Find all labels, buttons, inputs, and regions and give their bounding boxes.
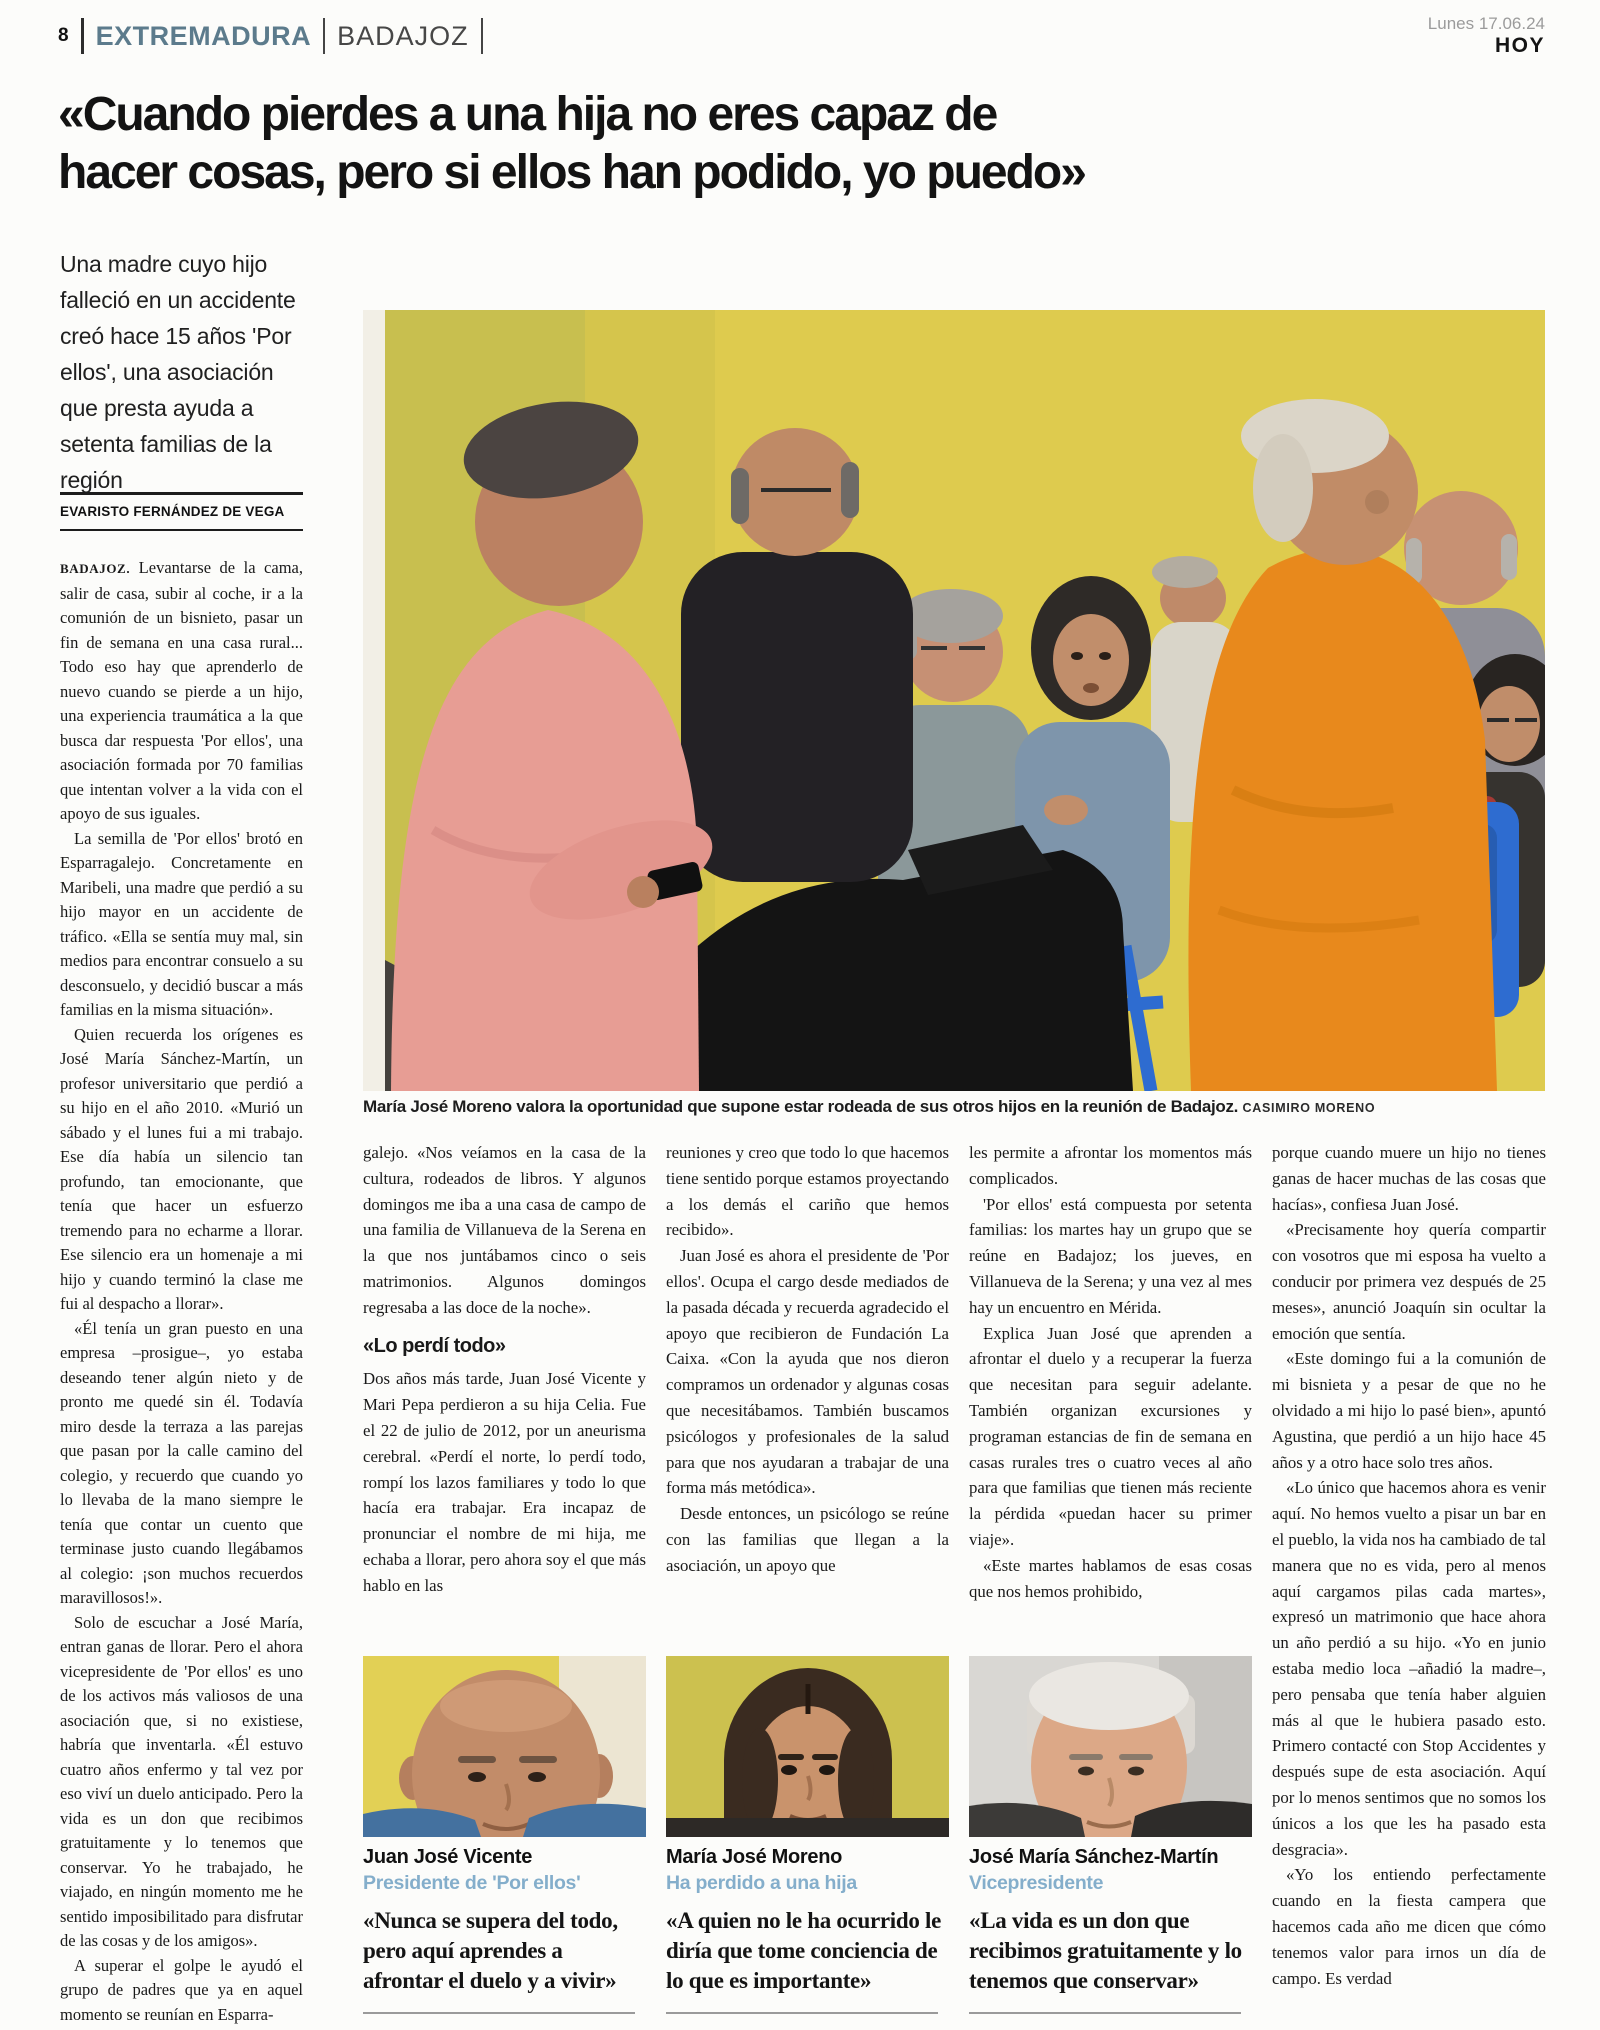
profile-name: José María Sánchez-Martín <box>969 1846 1219 1868</box>
photo-credit: CASIMIRO MORENO <box>1242 1101 1376 1115</box>
profile-divider <box>666 2012 938 2014</box>
body-paragraph: «Lo único que hacemos ahora es venir aquí. No hemos vuelto a pisar un bar en el pueblo, la vida nos ha cambiado de tal manera que no es vida, pero al menos aquí cargamos pilas cada martes», expresó un matrimonio que hace ahora un año perdió a su hijo. «Yo en junio estaba medio loca –añadió la madre–, pero pensaba que tenía haber alguien más al que le hubiera pasado esto. Primero contacté con Stop Accidentes y después supe de esta asociación. Aquí por lo menos sentimos que no somos los únicos a los que les ha pasado esta desgracia». <box>1272 1478 1546 1859</box>
photo-caption-row <box>363 1097 1545 1117</box>
profile-quote: «La vida es un don que recibimos gratuitamente y lo tenemos que conservar» <box>969 1908 1242 1993</box>
body-column-5 <box>1272 1140 1546 1991</box>
profile-role: Presidente de 'Por ellos' <box>363 1872 581 1894</box>
portrait-juan-jose-vicente <box>363 1656 646 1837</box>
main-photo <box>363 310 1545 1091</box>
profile-role: Ha perdido a una hija <box>666 1872 857 1894</box>
profile-name: Juan José Vicente <box>363 1846 533 1868</box>
body-paragraph: «Él tenía un gran puesto en una empresa –prosigue–, yo estaba deseando tener algún nieto y de pronto me quedé sin él. Todavía miro desde la terraza a las parejas que pasan por la calle camino del colegio, y recuerdo que cuando yo lo llevaba de la mano siempre le tenía que contar un cuento que terminase justo cuando llegábamos al colegio: ¡son muchos recuerdos maravillosos!». <box>60 1318 303 1607</box>
headline-line: «Cuando pierdes a una hija no eres capaz de <box>58 88 997 141</box>
standfirst: Una madre cuyo hijo falleció en un accidente creó hace 15 años 'Por ellos', una asociación que presta ayuda a setenta familias de la región <box>60 251 296 493</box>
profile-divider <box>363 2012 635 2014</box>
profile-card-maria-jose-moreno <box>666 1656 949 2014</box>
body-paragraph: Desde entonces, un psicólogo se reúne con las familias que llegan a la asociación, un apoyo que <box>666 1504 949 1575</box>
body-paragraph: «Este martes hablamos de esas cosas que nos hemos prohibido, <box>969 1555 1252 1601</box>
byline: EVARISTO FERNÁNDEZ DE VEGA <box>60 504 285 519</box>
byline-block <box>60 492 303 531</box>
body-paragraph: «Yo los entiendo perfectamente cuando en la fiesta campera que hacemos cada año me dicen que cómo tenemos valor para irnos un día de campo. Es verdad <box>1272 1865 1546 1988</box>
body-paragraph: A superar el golpe le ayudó el grupo de padres que ya en aquel momento se reunían en Esparra- <box>60 1955 303 2024</box>
portrait-jose-maria-sanchez-martin <box>969 1656 1252 1837</box>
body-paragraph: La semilla de 'Por ellos' brotó en Esparragalejo. Concretamente en Maribeli, una madre que perdió a su hijo mayor en un accidente de tráfico. «Ella se sentía muy mal, sin medios para encontrar consuelo a su desconsuelo, y decidió buscar a más familias en la misma situación». <box>60 828 303 1019</box>
article-headline <box>58 86 1578 202</box>
section-label: EXTREMADURA <box>95 20 312 51</box>
body-paragraph: Juan José es ahora el presidente de 'Por ellos'. Ocupa el cargo desde mediados de la pasada década y recuerda agradecido el apoyo que recibieron de Fundación La Caixa. «Con la ayuda que nos dieron compramos un ordenador y algunas cosas que necesitábamos. También buscamos psicólogos y profesionales de la salud para que nos ayudaran a trabajar de una forma más metódica». <box>666 1246 949 1498</box>
dateline: BADAJOZ. <box>60 561 131 576</box>
header-divider <box>323 18 325 54</box>
body-column-1 <box>60 556 303 2027</box>
body-paragraph: Dos años más tarde, Juan José Vicente y Mari Pepa perdieron a su hija Celia. Fue el 22 de julio de 2012, por un aneurisma cerebral. «Perdí el norte, lo perdí todo, rompí los lazos familiares y todo lo que hacía era trabajar. Era incapaz de pronunciar el nombre de mi hija, me echaba a llorar, pero ahora soy el que más hablo en las <box>363 1369 646 1595</box>
edition-date: Lunes 17.06.24 <box>1427 14 1545 33</box>
body-paragraph <box>60 556 303 827</box>
subhead: «Lo perdí todo» <box>363 1334 506 1357</box>
profile-card-jose-maria-sanchez-martin <box>969 1656 1252 2014</box>
profile-name: María José Moreno <box>666 1846 843 1868</box>
header-divider <box>481 18 483 54</box>
body-column-4 <box>969 1140 1252 1604</box>
photo-caption: María José Moreno valora la oportunidad que supone estar rodeada de sus otros hijos en la reunión de Badajoz. <box>363 1097 1239 1116</box>
body-paragraph: galejo. «Nos veíamos en la casa de la cultura, rodeados de libros. Y algunos domingos me iba a una casa de campo de una familia de Villanueva de la Serena en la que nos juntábamos cinco o seis matrimonios. Algunos domingos regresaba a las doce de la noche». <box>363 1143 646 1317</box>
body-paragraph: les permite a afrontar los momentos más complicados. <box>969 1143 1252 1188</box>
page-header <box>58 16 483 56</box>
body-column-3 <box>666 1140 949 1579</box>
masthead <box>1428 14 1545 58</box>
body-paragraph: 'Por ellos' está compuesta por setenta familias: los martes hay un grupo que se reúne en Badajoz; los jueves, en Villanueva de la Serena; y una vez al mes hay un encuentro en Mérida. <box>969 1194 1252 1317</box>
subsection-label: BADAJOZ <box>337 20 469 51</box>
body-paragraph: «Este domingo fui a la comunión de mi bisnieta y a pesar de que no he olvidado a mi hijo lo pasé bien», apuntó Agustina, que perdió a un hijo hace 45 años y a otro hace solo tres años. <box>1272 1349 1546 1472</box>
header-divider <box>81 18 84 54</box>
body-column-2 <box>363 1140 646 1599</box>
body-paragraph: porque cuando muere un hijo no tienes ganas de hacer muchas de las cosas que hacías», confiesa Juan José. <box>1272 1143 1546 1214</box>
newspaper-logo: HOY <box>1494 33 1545 57</box>
profile-quote: «A quien no le ha ocurrido le diría que tome conciencia de lo que es importante» <box>666 1908 941 1993</box>
body-paragraph: «Precisamente hoy quería compartir con vosotros que mi esposa ha vuelto a conducir por primera vez después de 25 meses», anunció Joaquín sin ocultar la emoción que sentía. <box>1272 1220 1546 1343</box>
profile-quote: «Nunca se supera del todo, pero aquí aprendes a afrontar el duelo y a vivir» <box>363 1908 618 1993</box>
body-paragraph: reuniones y creo que todo lo que hacemos tiene sentido porque estamos proyectando a los demás el cariño que hemos recibido». <box>666 1143 949 1240</box>
profile-card-juan-jose-vicente <box>363 1656 646 2014</box>
paragraph-text: Levantarse de la cama, salir de casa, subir al coche, ir a la comunión de un bisnieto, pasar un fin de semana en una casa rural... Todo eso hay que aprenderlo de nuevo cuando se pierde a un hijo, una experiencia traumática a la que busca dar respuesta 'Por ellos', una asociación formada por 70 familias que intentan volver a la vida con el apoyo de sus iguales. <box>60 558 303 823</box>
body-paragraph: Explica Juan José que aprenden a afrontar el duelo y a recuperar la fuerza que necesitan para seguir adelante. También organizan excursiones y programan estancias de fin de semana en casas rurales tres o cuatro veces al año para que familias que tienen más reciente la pérdida «puedan hacer su primer viaje». <box>969 1323 1252 1549</box>
headline-line: hacer cosas, pero si ellos han podido, yo puedo» <box>58 146 1085 199</box>
body-paragraph: Solo de escuchar a José María, entran ganas de llorar. Pero el ahora vicepresidente de 'Por ellos' es uno de los activos más valiosos de una asociación que, si no existiese, habría que inventarla. «Él estuvo cuatro años enfermo y tal vez por eso viví un duelo anticipado. Pero la vida es un don que recibimos gratuitamente y lo tenemos que conservar. Yo he trabajado, he viajado, en ningún momento me he sentido imposibilitado para disfrutar de las cosas y de los amigos». <box>60 1612 303 1950</box>
profile-divider <box>969 2012 1241 2014</box>
main-photo-illustration <box>363 310 1545 1091</box>
body-paragraph: Quien recuerda los orígenes es José María Sánchez-Martín, un profesor universitario que perdió a su hijo en el año 2010. «Murió un sábado y el lunes fui a mi trabajo. Ese día había un silencio tan profundo, tan emocionante, que tenía que hacer un esfuerzo tremendo para no echarme a llorar. Ese silencio era un homenaje a mi hijo y cuando terminó la clase me fui al despacho a llorar». <box>60 1024 303 1313</box>
profile-role: Vicepresidente <box>969 1872 1104 1894</box>
portrait-maria-jose-moreno <box>666 1656 949 1837</box>
page-number: 8 <box>58 25 69 46</box>
